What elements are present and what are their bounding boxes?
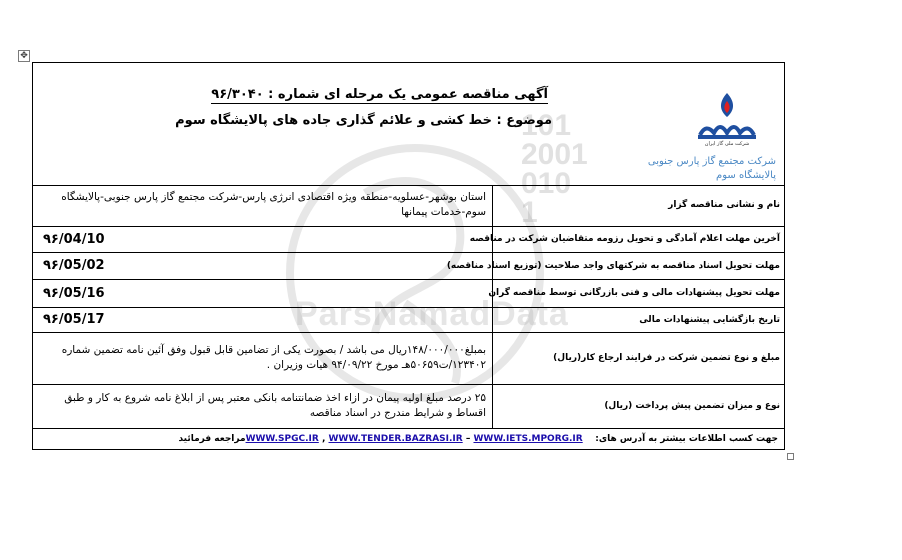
- notice-title: آگهی مناقصه عمومی یک مرحله ای شماره : ۹۶/۳۰۴۰: [211, 87, 548, 102]
- table-row: [33, 332, 784, 384]
- company-name: [626, 155, 776, 183]
- row-date-value: ۹۶/05/02: [33, 252, 493, 279]
- row-value: بمبلغ۱۴۸/۰۰۰/۰۰۰ریال می باشد / بصورت یکی از تضامین قابل قبول وفق آئین نامه تضمین شماره ۱۲۳۴۰۲/ت۵۰۶۵۹هـ مورخ ۹۴/۰۹/۲۲ هیات وزیران .: [33, 332, 493, 384]
- footer-links: WWW.SPGC.IR , WWW.TENDER.BAZRASI.IR – WWW.IETS.MPORG.IR: [245, 433, 583, 444]
- table-row: [33, 226, 784, 252]
- table-row: [33, 384, 784, 428]
- table-row: [33, 252, 784, 279]
- company-title: شرکت مجتمع گاز پارس جنوبی: [647, 156, 776, 167]
- table-move-handle[interactable]: ✥: [18, 50, 30, 62]
- footer-suffix: مراجعه فرمائید: [178, 433, 246, 444]
- row-date-value: ۹۶/05/17: [33, 307, 493, 332]
- row-label: مهلت تحویل اسناد مناقصه به شرکتهای واجد صلاحیت (توزیع اسناد مناقصه): [493, 252, 785, 279]
- watermark-brand: ParsNamadData: [295, 295, 569, 333]
- table-row: [33, 279, 784, 307]
- table-row: [33, 307, 784, 332]
- row-label: مهلت تحویل پیشنهادات مالی و فنی بازرگانی توسط مناقصه گران: [493, 279, 785, 307]
- table-resize-handle[interactable]: [787, 453, 794, 460]
- company-refinery: پالایشگاه سوم: [716, 170, 776, 181]
- link-iets-mporg[interactable]: WWW.IETS.MPORG.IR: [473, 433, 583, 444]
- row-label: تاریخ بازگشایی پیشنهادات مالی: [493, 307, 785, 332]
- tender-notice: [32, 62, 785, 450]
- notice-header: [33, 63, 784, 186]
- footer-prefix: جهت کسب اطلاعات بیشتر به آدرس های:: [595, 433, 778, 444]
- row-label: نوع و میزان تضمین پیش پرداخت (ریال): [493, 384, 785, 428]
- link-spgc[interactable]: WWW.SPGC.IR: [245, 433, 319, 444]
- watermark-digits: 101 2001 010 1: [521, 109, 588, 229]
- footer-cell: [33, 428, 784, 449]
- table-row: [33, 185, 784, 226]
- notice-subject: موضوع : خط کشی و علائم گذاری جاده های پالایشگاه سوم: [175, 113, 552, 128]
- row-date-value: ۹۶/05/16: [33, 279, 493, 307]
- table-row-footer: [33, 428, 784, 449]
- tender-details-table: [33, 185, 784, 449]
- link-tender-bazrasi[interactable]: WWW.TENDER.BAZRASI.IR: [328, 433, 463, 444]
- row-label: آخرین مهلت اعلام آمادگی و تحویل رزومه متقاضیان شرکت در مناقصه: [493, 226, 785, 252]
- row-label: نام و نشانی مناقصه گزار: [493, 185, 785, 226]
- row-date-value: ۹۶/04/10: [33, 226, 493, 252]
- logo-caption: شرکت ملی گاز ایران: [704, 141, 750, 147]
- row-value: استان بوشهر-عسلویه-منطقه ویژه اقتصادی انرژی پارس-شرکت مجتمع گاز پارس جنوبی-پالایشگاه سوم-خدمات پیمانها: [33, 185, 493, 226]
- row-label: مبلغ و نوع تضمین شرکت در فرایند ارجاع کار(ریال): [493, 332, 785, 384]
- row-value: ۲۵ درصد مبلغ اولیه پیمان در ازاء اخذ ضمانتنامه بانکی معتبر پس از ابلاغ نامه شروع به کار و طبق اقساط و شرایط مندرج در اسناد مناقصه: [33, 384, 493, 428]
